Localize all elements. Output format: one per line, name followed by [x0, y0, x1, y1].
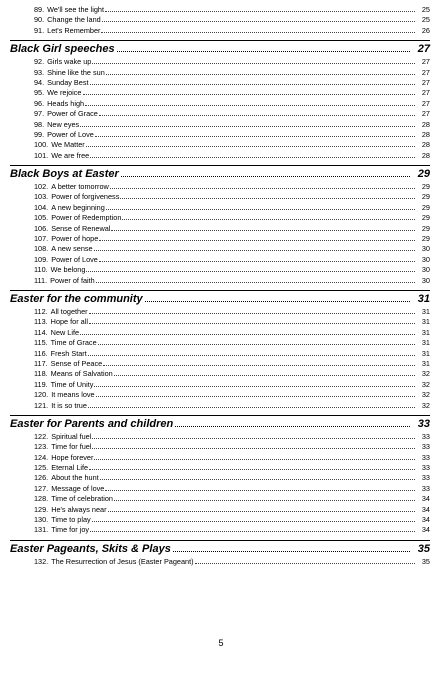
dot-leader [175, 425, 410, 427]
entry-title: We belong [50, 265, 86, 275]
entry-title: Spiritual fuel [51, 431, 92, 441]
entry-number: 126. [34, 473, 49, 483]
toc-entry[interactable] [10, 15, 430, 25]
toc-entry[interactable] [10, 328, 430, 338]
dot-leader [90, 156, 415, 158]
entry-page-number: 32 [421, 379, 430, 389]
entry-number: 90. [34, 15, 45, 25]
entry-number: 110. [34, 265, 48, 275]
entry-page-number: 31 [421, 348, 430, 358]
toc-entry[interactable] [10, 307, 430, 317]
entry-number: 129. [34, 504, 49, 514]
entry-page-number: 34 [421, 515, 430, 525]
dot-leader [114, 499, 415, 501]
entry-number: 121. [34, 400, 49, 410]
dot-leader [108, 510, 415, 512]
toc-entry[interactable] [10, 130, 430, 140]
entry-title: Change the land [47, 15, 101, 25]
section-page-number: 29 [417, 168, 430, 181]
entry-page-number: 29 [421, 223, 430, 233]
toc-entry[interactable] [10, 265, 430, 275]
toc-entry[interactable] [10, 203, 430, 213]
entry-page-number: 33 [421, 483, 430, 493]
dot-leader [111, 229, 415, 231]
dot-leader [114, 374, 415, 376]
entry-title: He's always near [51, 504, 107, 514]
entry-page-number: 30 [421, 275, 430, 285]
entry-title: Power of Redemption [51, 213, 122, 223]
toc-entry[interactable] [10, 78, 430, 88]
toc-section-heading[interactable] [10, 415, 430, 431]
dot-leader [96, 281, 415, 283]
dot-leader [86, 145, 415, 147]
toc-entry[interactable] [10, 213, 430, 223]
entry-title: We Matter [51, 140, 85, 150]
dot-leader [92, 447, 415, 449]
entry-number: 114. [34, 327, 48, 337]
entry-number: 131. [34, 525, 49, 535]
entry-page-number: 31 [421, 358, 430, 368]
entry-title: About the hunt [51, 473, 99, 483]
toc-entry[interactable] [10, 494, 430, 504]
entry-page-number: 27 [421, 57, 430, 67]
dot-leader [89, 322, 415, 324]
dot-leader [121, 175, 410, 177]
entry-title: The Resurrection of Jesus (Easter Pageant) [51, 556, 194, 566]
dot-leader [83, 93, 416, 95]
toc-entry[interactable] [10, 88, 430, 98]
entry-page-number: 25 [421, 15, 430, 25]
section-title: Black Girl speeches [10, 43, 115, 56]
entry-number: 108. [34, 244, 49, 254]
entry-page-number: 33 [421, 463, 430, 473]
entry-number: 100. [34, 140, 49, 150]
entry-title: We are free [51, 150, 90, 160]
dot-leader [105, 489, 415, 491]
entry-number: 104. [34, 202, 49, 212]
toc-entry[interactable] [10, 338, 430, 348]
entry-number: 124. [34, 452, 49, 462]
entry-page-number: 28 [421, 129, 430, 139]
dot-leader [100, 478, 415, 480]
entry-title: Message of love [51, 483, 105, 493]
dot-leader [99, 114, 415, 116]
entry-page-number: 27 [421, 77, 430, 87]
dot-leader [101, 31, 415, 33]
dot-leader [89, 312, 415, 314]
entry-page-number: 29 [421, 192, 430, 202]
entry-number: 99. [34, 129, 45, 139]
entry-title: Sense of Peace [50, 358, 103, 368]
entry-page-number: 29 [421, 202, 430, 212]
entry-title: We'll see the light [47, 5, 104, 14]
toc-entry[interactable] [10, 234, 430, 244]
toc-entry[interactable] [10, 120, 430, 130]
toc-entry[interactable] [10, 484, 430, 494]
entry-page-number: 31 [421, 317, 430, 327]
dot-leader [99, 239, 415, 241]
entry-number: 132. [34, 556, 49, 566]
entry-title: Sunday Best [47, 77, 89, 87]
entry-page-number: 33 [421, 452, 430, 462]
entry-title: Power of Love [47, 129, 94, 139]
entry-title: Time for fuel [51, 442, 92, 452]
dot-leader [98, 343, 415, 345]
entry-page-number: 29 [421, 182, 430, 192]
dot-leader [94, 458, 415, 460]
toc-entry[interactable] [10, 140, 430, 150]
entry-number: 98. [34, 119, 45, 129]
toc-section-heading[interactable] [10, 290, 430, 306]
toc-entry[interactable] [10, 515, 430, 525]
dot-leader [94, 385, 415, 387]
toc-entry[interactable] [10, 473, 430, 483]
section-page-number: 27 [417, 43, 430, 56]
toc-entry[interactable] [10, 5, 430, 15]
dot-leader [195, 562, 415, 564]
dot-leader [92, 62, 415, 64]
table-of-contents [10, 5, 430, 567]
entry-number: 101. [34, 150, 49, 160]
dot-leader [90, 83, 415, 85]
toc-entry[interactable] [10, 276, 430, 286]
entry-title: Time to play [51, 515, 91, 525]
entry-number: 106. [34, 223, 49, 233]
dot-leader [94, 249, 415, 251]
entry-page-number: 33 [421, 431, 430, 441]
dot-leader [96, 395, 415, 397]
entry-page-number: 33 [421, 442, 430, 452]
toc-entry[interactable] [10, 401, 430, 411]
toc-entry[interactable] [10, 359, 430, 369]
entry-page-number: 30 [421, 254, 430, 264]
entry-title: Let's Remember [47, 25, 101, 35]
toc-entry[interactable] [10, 151, 430, 161]
entry-page-number: 29 [421, 234, 430, 244]
toc-entry[interactable] [10, 390, 430, 400]
dot-leader [95, 135, 415, 137]
toc-entry[interactable] [10, 244, 430, 254]
entry-title: Heads high [47, 98, 85, 108]
dot-leader [85, 104, 415, 106]
entry-title: Hope for all [50, 317, 88, 327]
entry-number: 123. [34, 442, 49, 452]
entry-page-number: 35 [421, 556, 430, 566]
toc-entry[interactable] [10, 224, 430, 234]
entry-page-number: 25 [421, 5, 430, 14]
entry-number: 120. [34, 390, 49, 400]
entry-number: 92. [34, 57, 45, 67]
toc-entry[interactable] [10, 192, 430, 202]
entry-title: Fresh Start [50, 348, 87, 358]
entry-title: Shine like the sun [47, 67, 105, 77]
entry-title: A new beginning [51, 202, 105, 212]
entry-page-number: 29 [421, 213, 430, 223]
toc-entry[interactable] [10, 505, 430, 515]
entry-title: Time for joy [51, 525, 90, 535]
entry-title: It means love [51, 390, 95, 400]
entry-number: 119. [34, 379, 48, 389]
entry-title: Power of faith [50, 275, 95, 285]
entry-number: 96. [34, 98, 45, 108]
toc-entry[interactable] [10, 57, 430, 67]
entry-page-number: 27 [421, 67, 430, 77]
entry-title: Hope forever [51, 452, 94, 462]
entry-page-number: 30 [421, 244, 430, 254]
entry-number: 102. [34, 182, 49, 192]
entry-number: 118. [34, 369, 48, 379]
entry-number: 116. [34, 348, 48, 358]
entry-page-number: 34 [421, 494, 430, 504]
dot-leader [102, 20, 415, 22]
entry-page-number: 32 [421, 390, 430, 400]
toc-entry[interactable] [10, 453, 430, 463]
entry-page-number: 34 [421, 525, 430, 535]
toc-entry[interactable] [10, 99, 430, 109]
entry-number: 115. [34, 338, 48, 348]
entry-number: 107. [34, 234, 49, 244]
entry-number: 130. [34, 515, 49, 525]
dot-leader [110, 187, 415, 189]
entry-title: Girls wake up [47, 57, 92, 67]
entry-title: All together [50, 306, 88, 316]
entry-page-number: 32 [421, 369, 430, 379]
entry-page-number: 28 [421, 150, 430, 160]
entry-number: 128. [34, 494, 49, 504]
entry-page-number: 30 [421, 265, 430, 275]
entry-number: 94. [34, 77, 45, 87]
entry-title: Power of hope [51, 234, 99, 244]
dot-leader [103, 364, 415, 366]
entry-number: 111. [34, 275, 48, 285]
toc-entry[interactable] [10, 109, 430, 119]
toc-entry[interactable] [10, 463, 430, 473]
dot-leader [92, 437, 415, 439]
page-number: 5 [218, 638, 224, 648]
toc-entry[interactable] [10, 68, 430, 78]
section-page-number: 35 [417, 542, 430, 555]
entry-page-number: 34 [421, 504, 430, 514]
section-page-number: 33 [417, 417, 430, 430]
entry-title: Power of Grace [47, 109, 98, 119]
entry-title: Time of Unity [50, 379, 94, 389]
dot-leader [88, 354, 415, 356]
entry-number: 112. [34, 306, 48, 316]
entry-number: 93. [34, 67, 45, 77]
toc-entry[interactable] [10, 369, 430, 379]
entry-title: A new sense [51, 244, 93, 254]
toc-entry[interactable] [10, 432, 430, 442]
toc-entry[interactable] [10, 255, 430, 265]
dot-leader [99, 260, 415, 262]
entry-number: 125. [34, 463, 49, 473]
section-page-number: 31 [417, 292, 430, 305]
dot-leader [122, 218, 415, 220]
toc-entry[interactable] [10, 26, 430, 36]
toc-entry[interactable] [10, 317, 430, 327]
entry-title: Eternal Life [51, 463, 89, 473]
entry-page-number: 26 [421, 25, 430, 35]
entry-page-number: 31 [421, 306, 430, 316]
entry-page-number: 27 [421, 88, 430, 98]
entry-page-number: 28 [421, 140, 430, 150]
entry-title: Sense of Renewal [51, 223, 111, 233]
entry-number: 117. [34, 358, 48, 368]
entry-number: 105. [34, 213, 49, 223]
dot-leader [92, 520, 415, 522]
entry-title: Power of forgiveness [51, 192, 120, 202]
entry-title: New Life [50, 327, 80, 337]
entry-page-number: 33 [421, 473, 430, 483]
entry-title: Time of Grace [50, 338, 97, 348]
section-title: Black Boys at Easter [10, 168, 119, 181]
toc-entry[interactable] [10, 442, 430, 452]
entry-page-number: 27 [421, 98, 430, 108]
toc-section-heading[interactable] [10, 540, 430, 556]
entry-number: 103. [34, 192, 49, 202]
entry-title: Power of Love [51, 254, 98, 264]
dot-leader [88, 406, 415, 408]
dot-leader [105, 10, 415, 12]
dot-leader [86, 270, 415, 272]
section-title: Easter Pageants, Skits & Plays [10, 542, 171, 555]
entry-page-number: 28 [421, 119, 430, 129]
entry-title: Time of celebration [51, 494, 113, 504]
entry-title: It is so true [51, 400, 87, 410]
entry-page-number: 32 [421, 400, 430, 410]
entry-number: 122. [34, 431, 49, 441]
section-title: Easter for Parents and children [10, 417, 174, 430]
entry-number: 89. [34, 5, 45, 14]
entry-number: 95. [34, 88, 45, 98]
dot-leader [89, 468, 415, 470]
dot-leader [173, 550, 410, 552]
dot-leader [145, 300, 410, 302]
entry-number: 127. [34, 483, 49, 493]
dot-leader [106, 73, 415, 75]
entry-number: 109. [34, 254, 49, 264]
section-title: Easter for the community [10, 292, 143, 305]
toc-entry[interactable] [10, 525, 430, 535]
toc-section-heading[interactable] [10, 40, 430, 56]
entry-page-number: 31 [421, 338, 430, 348]
entry-number: 91. [34, 25, 45, 35]
entry-title: We rejoice [47, 88, 82, 98]
toc-entry[interactable] [10, 182, 430, 192]
dot-leader [106, 208, 415, 210]
dot-leader [117, 50, 410, 52]
dot-leader [80, 333, 415, 335]
entry-title: New eyes [47, 119, 80, 129]
toc-section-heading[interactable] [10, 165, 430, 181]
entry-title: Means of Salvation [50, 369, 113, 379]
toc-entry[interactable] [10, 349, 430, 359]
toc-entry[interactable] [10, 557, 430, 567]
entry-page-number: 31 [421, 327, 430, 337]
dot-leader [90, 530, 415, 532]
toc-entry[interactable] [10, 380, 430, 390]
entry-title: A better tomorrow [51, 182, 109, 192]
entry-page-number: 27 [421, 109, 430, 119]
dot-leader [80, 125, 415, 127]
entry-number: 97. [34, 109, 45, 119]
entry-number: 113. [34, 317, 48, 327]
dot-leader [120, 197, 415, 199]
